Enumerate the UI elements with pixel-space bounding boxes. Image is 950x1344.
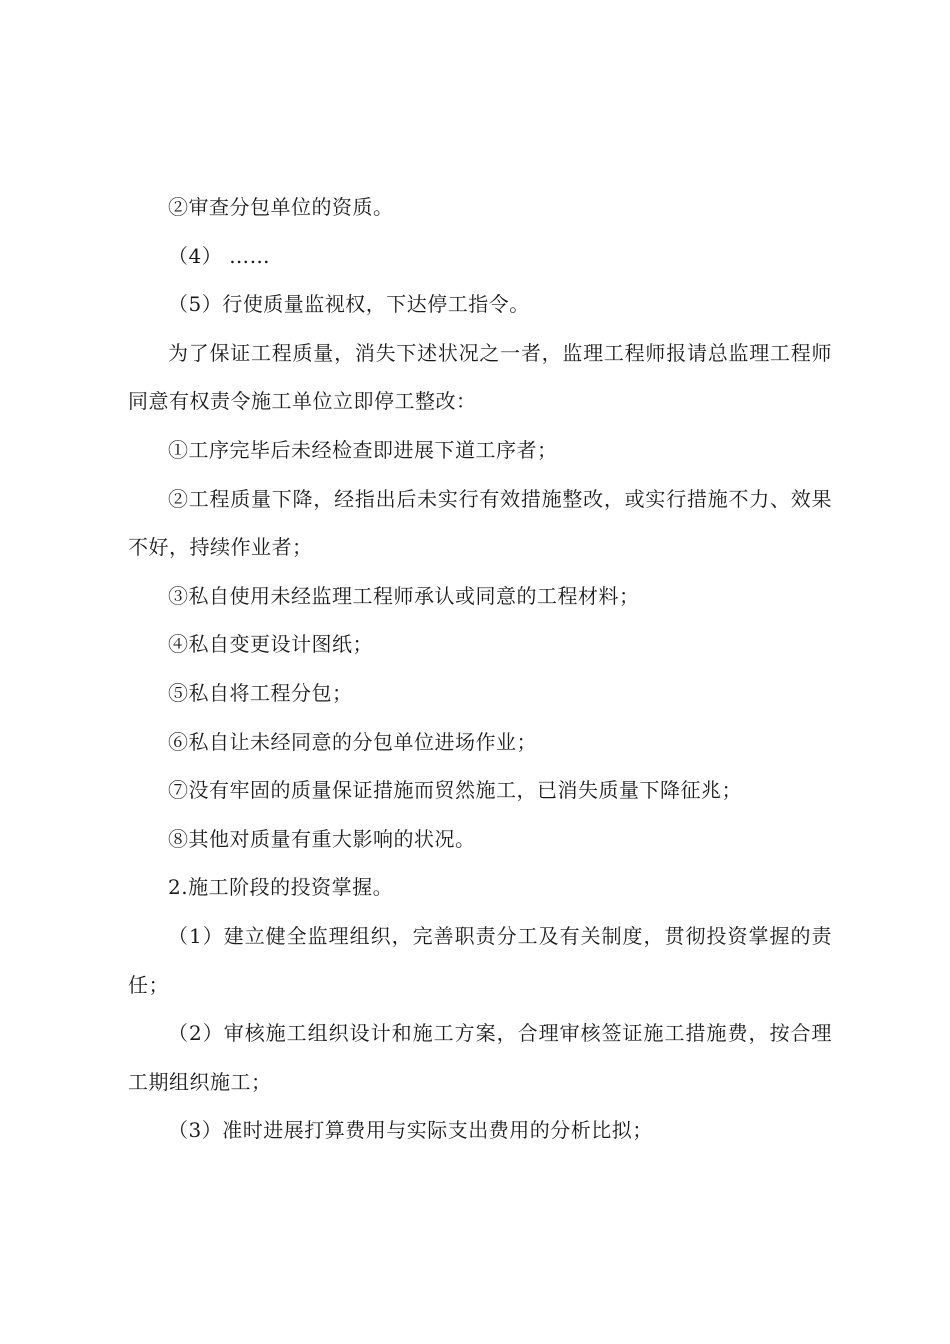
list-item-investment-3: （3）准时进展打算费用与实际支出费用的分析比拟；	[168, 1118, 653, 1143]
list-item-condition-7: ⑦没有牢固的质量保证措施而贸然施工，已消失质量下降征兆；	[168, 778, 742, 803]
list-item-condition-8: ⑧其他对质量有重大影响的状况。	[168, 826, 476, 851]
section-heading-investment-control: 2.施工阶段的投资掌握。	[168, 875, 394, 900]
paragraph-item-4: （4） ……	[168, 243, 271, 268]
list-item-condition-3: ③私自使用未经监理工程师承认或同意的工程材料；	[168, 583, 640, 608]
list-item-investment-2: （2）审核施工组织设计和施工方案，合理审核签证施工措施费，按合理工期组织施工；	[128, 1021, 832, 1094]
paragraph-stop-work-conditions: 为了保证工程质量，消失下述状况之一者，监理工程师报请总监理工程师同意有权责令施工单位立即停工整改：	[128, 340, 832, 414]
document-body	[128, 183, 832, 1155]
list-item-condition-1: ①工序完毕后未经检查即进展下道工序者；	[168, 437, 558, 462]
list-item-condition-4: ④私自变更设计图纸；	[168, 632, 373, 657]
paragraph-review-subcontractor: ②审查分包单位的资质。	[168, 195, 394, 219]
list-item-condition-2: ②工程质量下降，经指出后未实行有效措施整改，或实行措施不力、效果不好，持续作业者；	[128, 486, 832, 560]
list-item-condition-6: ⑥私自让未经同意的分包单位进场作业；	[168, 729, 537, 754]
paragraph-item-5: （5）行使质量监视权，下达停工指令。	[168, 292, 530, 317]
list-item-condition-5: ⑤私自将工程分包；	[168, 680, 353, 705]
list-item-investment-1: （1）建立健全监理组织，完善职责分工及有关制度，贯彻投资掌握的责任；	[128, 923, 832, 997]
